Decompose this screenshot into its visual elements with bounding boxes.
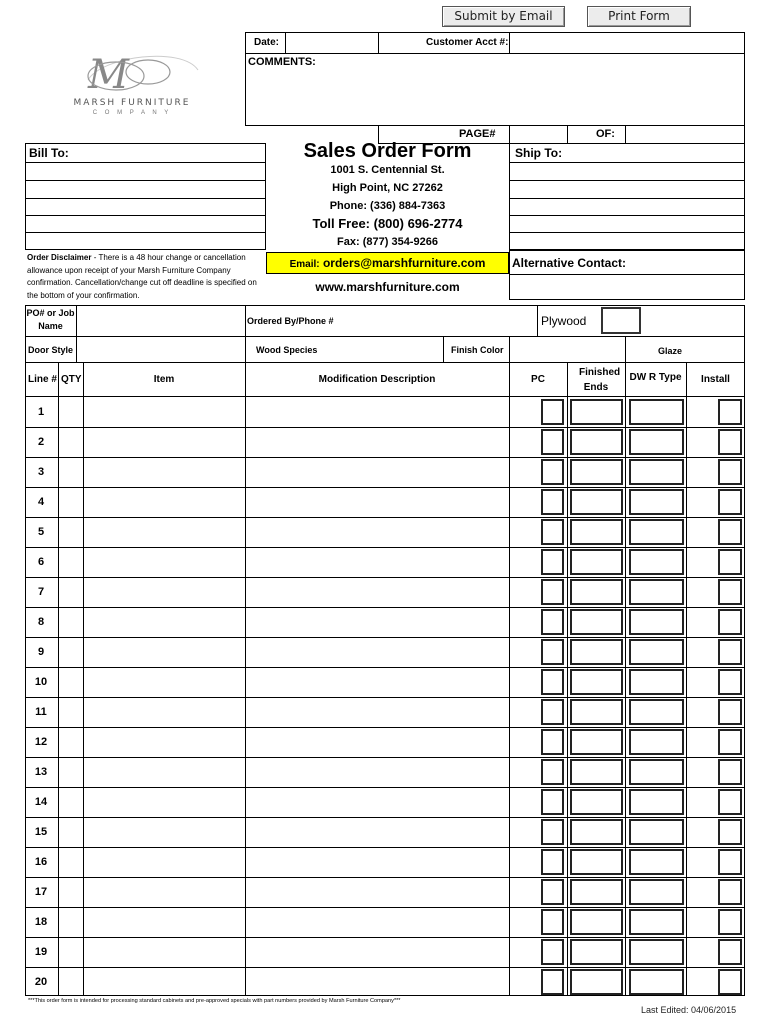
pc-checkbox[interactable]: [541, 639, 564, 665]
item-field[interactable]: [84, 728, 244, 756]
modification-field[interactable]: [246, 848, 508, 876]
qty-field[interactable]: [59, 698, 82, 726]
company-logo: [62, 38, 202, 122]
bill-to-label: Bill To:: [29, 146, 69, 160]
dwr-type-field[interactable]: [629, 639, 684, 665]
order-disclaimer: [27, 252, 265, 302]
col-header-pc: PC: [531, 374, 545, 385]
page-number-field[interactable]: [511, 126, 566, 143]
modification-field[interactable]: [246, 728, 508, 756]
ordered-by-field[interactable]: [350, 307, 536, 335]
install-checkbox[interactable]: [718, 699, 742, 725]
qty-field[interactable]: [59, 878, 82, 906]
qty-field[interactable]: [59, 458, 82, 486]
date-label: Date:: [254, 37, 280, 48]
line-number: 7: [37, 586, 45, 598]
modification-field[interactable]: [246, 518, 508, 546]
install-checkbox[interactable]: [718, 429, 742, 455]
install-checkbox[interactable]: [718, 399, 742, 425]
install-checkbox[interactable]: [718, 759, 742, 785]
pc-checkbox[interactable]: [541, 909, 564, 935]
finish-color-label: Finish Color: [451, 345, 504, 355]
install-checkbox[interactable]: [718, 849, 742, 875]
company-toll-free: Toll Free: (800) 696-2774: [312, 216, 463, 231]
finished-ends-field[interactable]: [570, 969, 623, 995]
pc-checkbox[interactable]: [541, 939, 564, 965]
email-link[interactable]: orders@marshfurniture.com: [322, 256, 486, 270]
pc-checkbox[interactable]: [541, 519, 564, 545]
finished-ends-field[interactable]: [570, 399, 623, 425]
door-style-label: Door Style: [28, 345, 74, 355]
line-number: 14: [34, 796, 48, 808]
plywood-checkbox[interactable]: [601, 307, 641, 334]
finished-ends-field[interactable]: [570, 609, 623, 635]
pc-checkbox[interactable]: [541, 819, 564, 845]
dwr-type-field[interactable]: [629, 909, 684, 935]
finished-ends-field[interactable]: [570, 519, 623, 545]
finished-ends-field[interactable]: [570, 459, 623, 485]
install-checkbox[interactable]: [718, 549, 742, 575]
item-field[interactable]: [84, 398, 244, 426]
item-field[interactable]: [84, 938, 244, 966]
bill-to-line-4[interactable]: [27, 216, 264, 231]
col-header-dwr-type: DW R Type: [629, 372, 682, 383]
item-field[interactable]: [84, 488, 244, 516]
qty-field[interactable]: [59, 938, 82, 966]
company-city: High Point, NC 27262: [332, 182, 443, 194]
ship-to-label: Ship To:: [515, 146, 563, 160]
disclaimer-text: - There is a 48 hour change or cancellation allowance upon receipt of your Marsh Furniture Company confirmation. Cancellation/change cut off deadline is specified on the bottom of your confirmation.: [27, 253, 257, 300]
modification-field[interactable]: [246, 548, 508, 576]
bill-to-line-5[interactable]: [27, 233, 264, 249]
comments-field[interactable]: [247, 70, 743, 124]
dwr-type-field[interactable]: [629, 459, 684, 485]
install-checkbox[interactable]: [718, 519, 742, 545]
dwr-type-field[interactable]: [629, 549, 684, 575]
install-checkbox[interactable]: [718, 669, 742, 695]
item-field[interactable]: [84, 458, 244, 486]
pc-checkbox[interactable]: [541, 759, 564, 785]
customer-acct-label: Customer Acct #:: [426, 37, 509, 48]
col-header-line: Line #: [28, 374, 57, 385]
qty-field[interactable]: [59, 578, 82, 606]
ordered-by-label: Ordered By/Phone #: [247, 316, 334, 326]
qty-field[interactable]: [59, 908, 82, 936]
pc-checkbox[interactable]: [541, 729, 564, 755]
print-form-button[interactable]: Print Form: [587, 6, 691, 27]
modification-field[interactable]: [246, 668, 508, 696]
dwr-type-field[interactable]: [629, 939, 684, 965]
modification-field[interactable]: [246, 398, 508, 426]
line-number: 12: [34, 736, 48, 748]
install-checkbox[interactable]: [718, 939, 742, 965]
finished-ends-field[interactable]: [570, 699, 623, 725]
qty-field[interactable]: [59, 968, 82, 996]
finish-color-field[interactable]: [511, 338, 624, 361]
install-checkbox[interactable]: [718, 639, 742, 665]
qty-field[interactable]: [59, 638, 82, 666]
dwr-type-field[interactable]: [629, 519, 684, 545]
install-checkbox[interactable]: [718, 909, 742, 935]
modification-field[interactable]: [246, 428, 508, 456]
email-highlight-box: [266, 252, 509, 274]
dwr-type-field[interactable]: [629, 669, 684, 695]
modification-field[interactable]: [246, 458, 508, 486]
line-number: 11: [35, 706, 47, 718]
dwr-type-field[interactable]: [629, 879, 684, 905]
line-number: 9: [37, 646, 45, 658]
qty-field[interactable]: [59, 518, 82, 546]
modification-field[interactable]: [246, 578, 508, 606]
modification-field[interactable]: [246, 758, 508, 786]
logo-sub: C O M P A N Y: [92, 110, 172, 116]
col-header-finished-ends: Finished Ends: [579, 367, 621, 393]
pc-checkbox[interactable]: [541, 459, 564, 485]
company-fax: Fax: (877) 354-9266: [337, 236, 438, 248]
of-label: OF:: [596, 128, 615, 140]
install-checkbox[interactable]: [718, 969, 742, 995]
item-field[interactable]: [84, 818, 244, 846]
website-link[interactable]: www.marshfurniture.com: [315, 280, 460, 294]
ship-to-line-3[interactable]: [511, 199, 743, 214]
line-number: 18: [34, 916, 48, 928]
item-field[interactable]: [84, 578, 244, 606]
item-field[interactable]: [84, 848, 244, 876]
finished-ends-field[interactable]: [570, 729, 623, 755]
ship-to-line-1[interactable]: [511, 163, 743, 179]
line-number: 6: [37, 556, 45, 568]
pc-checkbox[interactable]: [541, 789, 564, 815]
finished-ends-field[interactable]: [570, 849, 623, 875]
item-field[interactable]: [84, 428, 244, 456]
item-field[interactable]: [84, 908, 244, 936]
qty-field[interactable]: [59, 788, 82, 816]
po-label: PO# or Job Name: [26, 308, 75, 331]
customer-acct-field[interactable]: [511, 34, 743, 52]
line-number: 5: [37, 526, 45, 538]
pc-checkbox[interactable]: [541, 399, 564, 425]
modification-field[interactable]: [246, 818, 508, 846]
install-checkbox[interactable]: [718, 729, 742, 755]
modification-field[interactable]: [246, 638, 508, 666]
install-checkbox[interactable]: [718, 579, 742, 605]
item-field[interactable]: [84, 668, 244, 696]
glaze-field[interactable]: [686, 338, 744, 361]
modification-field[interactable]: [246, 938, 508, 966]
line-number: 10: [34, 676, 48, 688]
pc-checkbox[interactable]: [541, 489, 564, 515]
po-field[interactable]: [78, 307, 244, 335]
disclaimer-title: Order Disclaimer: [27, 253, 92, 262]
footer-note: ***This order form is intended for processing standard cabinets and pre-approved specials with part numbers provided by Marsh Furniture Company***: [28, 998, 401, 1004]
pc-checkbox[interactable]: [541, 879, 564, 905]
pc-checkbox[interactable]: [541, 849, 564, 875]
pc-checkbox[interactable]: [541, 669, 564, 695]
finished-ends-field[interactable]: [570, 429, 623, 455]
item-field[interactable]: [84, 608, 244, 636]
item-field[interactable]: [84, 758, 244, 786]
line-number: 3: [37, 466, 45, 478]
page-of-field[interactable]: [627, 126, 743, 143]
dwr-type-field[interactable]: [629, 819, 684, 845]
install-checkbox[interactable]: [718, 489, 742, 515]
line-number: 13: [34, 766, 48, 778]
col-header-install: Install: [701, 374, 730, 385]
install-checkbox[interactable]: [718, 789, 742, 815]
line-number: 15: [34, 826, 48, 838]
col-header-modification: Modification Description: [318, 374, 436, 385]
install-checkbox[interactable]: [718, 879, 742, 905]
bill-to-line-1[interactable]: [27, 163, 264, 179]
item-field[interactable]: [84, 638, 244, 666]
item-field[interactable]: [84, 968, 244, 996]
plywood-label: Plywood: [541, 314, 587, 328]
qty-field[interactable]: [59, 398, 82, 426]
line-number: 4: [37, 496, 45, 508]
install-checkbox[interactable]: [718, 819, 742, 845]
dwr-type-field[interactable]: [629, 399, 684, 425]
dwr-type-field[interactable]: [629, 729, 684, 755]
qty-field[interactable]: [59, 548, 82, 576]
page-label: PAGE#: [459, 128, 496, 140]
ship-to-line-4[interactable]: [511, 216, 743, 231]
finished-ends-field[interactable]: [570, 579, 623, 605]
line-number: 2: [37, 436, 45, 448]
pc-checkbox[interactable]: [541, 549, 564, 575]
line-number: 8: [37, 616, 45, 628]
finished-ends-field[interactable]: [570, 909, 623, 935]
pc-checkbox[interactable]: [541, 579, 564, 605]
email-label: Email:: [289, 259, 320, 270]
dwr-type-field[interactable]: [629, 699, 684, 725]
door-style-field[interactable]: [78, 338, 244, 361]
modification-field[interactable]: [246, 788, 508, 816]
finished-ends-field[interactable]: [570, 879, 623, 905]
line-number: 20: [34, 976, 48, 988]
dwr-type-field[interactable]: [629, 849, 684, 875]
qty-field[interactable]: [59, 608, 82, 636]
qty-field[interactable]: [59, 668, 82, 696]
finished-ends-field[interactable]: [570, 759, 623, 785]
install-checkbox[interactable]: [718, 609, 742, 635]
wood-species-field[interactable]: [318, 338, 442, 361]
bill-to-line-3[interactable]: [27, 199, 264, 214]
modification-field[interactable]: [246, 878, 508, 906]
qty-field[interactable]: [59, 428, 82, 456]
wood-species-label: Wood Species: [256, 345, 318, 355]
qty-field[interactable]: [59, 848, 82, 876]
col-header-qty: QTY: [61, 374, 82, 385]
svg-text:M: M: [88, 52, 129, 98]
qty-field[interactable]: [59, 818, 82, 846]
install-checkbox[interactable]: [718, 459, 742, 485]
modification-field[interactable]: [246, 908, 508, 936]
last-edited: Last Edited: 04/06/2015: [641, 1005, 737, 1015]
line-number: 19: [34, 946, 48, 958]
company-phone: Phone: (336) 884-7363: [329, 200, 446, 212]
dwr-type-field[interactable]: [629, 759, 684, 785]
col-header-item: Item: [153, 374, 175, 385]
finished-ends-field[interactable]: [570, 639, 623, 665]
modification-field[interactable]: [246, 488, 508, 516]
finished-ends-field[interactable]: [570, 669, 623, 695]
alt-contact-field[interactable]: [511, 275, 743, 299]
pc-checkbox[interactable]: [541, 429, 564, 455]
form-title: Sales Order Form: [303, 140, 472, 162]
submit-by-email-button[interactable]: Submit by Email: [442, 6, 565, 27]
dwr-type-field[interactable]: [629, 789, 684, 815]
pc-checkbox[interactable]: [541, 969, 564, 995]
finished-ends-field[interactable]: [570, 489, 623, 515]
finished-ends-field[interactable]: [570, 819, 623, 845]
line-number: 17: [34, 886, 48, 898]
item-field[interactable]: [84, 548, 244, 576]
logo-name: MARSH FURNITURE: [73, 98, 191, 108]
date-field[interactable]: [287, 34, 377, 52]
glaze-label: Glaze: [658, 346, 683, 356]
dwr-type-field[interactable]: [629, 609, 684, 635]
finished-ends-field[interactable]: [570, 549, 623, 575]
dwr-type-field[interactable]: [629, 489, 684, 515]
company-address: 1001 S. Centennial St.: [330, 164, 445, 176]
dwr-type-field[interactable]: [629, 579, 684, 605]
qty-field[interactable]: [59, 488, 82, 516]
pc-checkbox[interactable]: [541, 699, 564, 725]
dwr-type-field[interactable]: [629, 429, 684, 455]
finished-ends-field[interactable]: [570, 939, 623, 965]
ship-to-line-2[interactable]: [511, 181, 743, 197]
item-field[interactable]: [84, 518, 244, 546]
finished-ends-field[interactable]: [570, 789, 623, 815]
line-number: 1: [37, 406, 45, 418]
modification-field[interactable]: [246, 698, 508, 726]
comments-label: COMMENTS:: [248, 56, 316, 68]
alt-contact-label: Alternative Contact:: [512, 256, 627, 270]
qty-field[interactable]: [59, 758, 82, 786]
modification-field[interactable]: [246, 608, 508, 636]
item-field[interactable]: [84, 698, 244, 726]
dwr-type-field[interactable]: [629, 969, 684, 995]
ship-to-line-5[interactable]: [511, 233, 743, 249]
bill-to-line-2[interactable]: [27, 181, 264, 197]
pc-checkbox[interactable]: [541, 609, 564, 635]
item-field[interactable]: [84, 788, 244, 816]
item-field[interactable]: [84, 878, 244, 906]
modification-field[interactable]: [246, 968, 508, 996]
qty-field[interactable]: [59, 728, 82, 756]
line-number: 16: [34, 856, 48, 868]
